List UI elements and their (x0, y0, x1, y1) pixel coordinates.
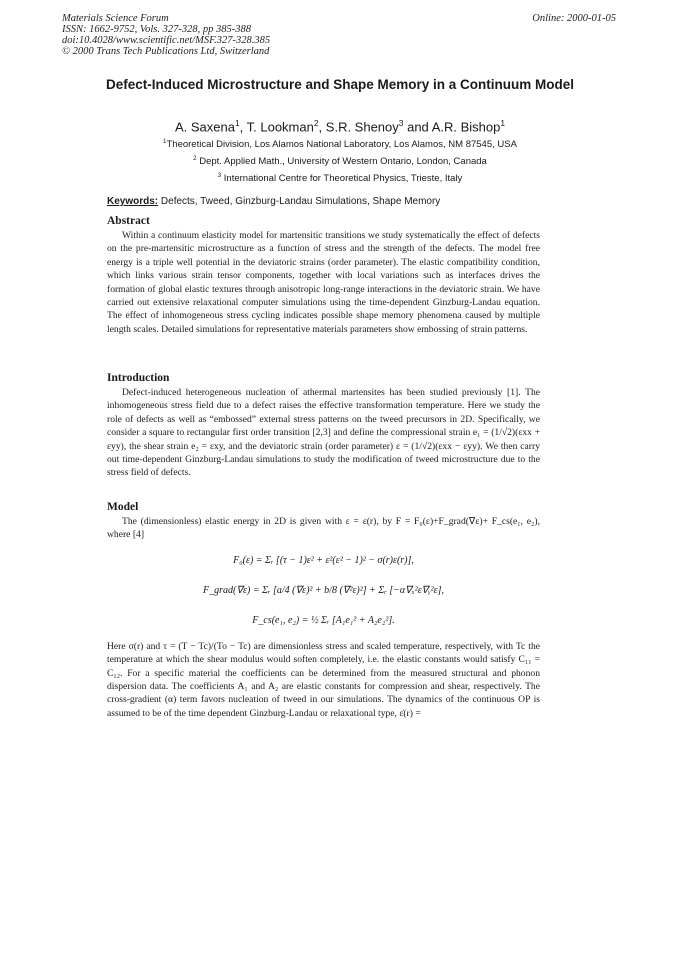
copyright-line: © 2000 Trans Tech Publications Ltd, Switzerland (62, 46, 270, 57)
affiliation-mark: 2 (193, 155, 197, 162)
author-list: A. Saxena$^1$, T. Lookman$^2$, S.R. Shenoy$^3$ and A.R. Bishop$^1$ (174, 118, 506, 135)
model-body-text: Here σ(r) and τ = (T − Tc)/(To − Tc) are dimensionless stress and scaled temperature, respectively, with Tc the temperature at which the shear modulus would soften completely, i.e. the elastic constants would satisfy C₁₁ = C₁₂. For a specific material the coefficients can be determined from the measured structural and phonon dispersion data. The coefficients A₁ and A₂ are elastic constants for compression and shear, respectively. The cross-gradient (α) term favors nucleation of tweed in our simulations. The dynamics of the continuous OP is assumed to be of the time dependent Ginzburg-Landau or relaxational type, ε̇(r) = (107, 640, 540, 719)
section-heading: Model (107, 501, 139, 513)
affiliation (60, 172, 620, 184)
abstract-section (107, 214, 540, 336)
equation-fgrad: F_grad(∇ε) = Σᵣ [a/4 (∇ε)² + b/8 (∇²ε)²] + Σᵣ [−α∇ₓ²ε∇ᵧ²ε], (203, 584, 444, 596)
author-name: S.R. Shenoy (325, 119, 399, 135)
introduction-text: Defect-induced heterogeneous nucleation of athermal martensites has been studied previously [1]. The inhomogeneous stress field due to a defect raises the effective transformation temperature. Here we study the role of defects as well as “embossed” external stress patterns on the tweed precursors in 2D. Specifically, we consider a square to rectangular first order transition [2,3] and define the compressional strain e₁ = (1/√2)(εxx + εyy), the shear strain e₂ = εxy, and the deviatoric strain (order parameter) ε = (1/√2)(εxx − εyy). We then carry out time-dependent Ginzburg-Landau simulations to study the modification of tweed microstructure due to the stress field of defects. (107, 387, 540, 479)
online-date: Online: 2000-01-05 (532, 13, 616, 24)
affiliation-mark: 3 (217, 172, 222, 179)
abstract-text: Within a continuum elasticity model for martensitic transitions we study systematically the effect of defects on the pre-martensitic microstructure as a function of stress and the strength of the defects. The model free energy is a triple well potential in the deviatoric strains (order parameter). The elastic compatibility condition, which links various strain tensor components, together with local variations such as interfaces drives the formation of global elastic textures through anisotropic long-range interactions in the deviatoric strain. We have carried out extensive relaxational computer simulations using the time-dependent Ginzburg-Landau equation. The effect of inhomogeneous stress cycling indicates possible shape memory phenomena caused by multiple length scales. Detailed simulations for representative materials parameters show embossing of strain patterns. (107, 230, 540, 335)
paper-title: Defect-Induced Microstructure and Shape Memory in a Continuum Model (105, 77, 575, 92)
affiliation-text: Dept. Applied Math., University of Western Ontario, London, Canada (199, 156, 487, 168)
model-intro-text: The (dimensionless) elastic energy in 2D is given with ε = ε(r), by F = F₀(ε)+F_grad(∇ε)+ F_cs(e₁, e₂), where [4] (107, 516, 540, 541)
section-heading: Introduction (107, 372, 170, 384)
affiliation-mark: 1 (163, 138, 167, 145)
keywords-label: Keywords: (107, 196, 159, 207)
model-section (107, 500, 540, 720)
journal-name: Materials Science Forum (62, 13, 169, 24)
author-affil-mark: 1 (500, 118, 506, 128)
affiliation-text: Theoretical Division, Los Alamos National Laboratory, Los Alamos, NM 87545, USA (166, 139, 517, 151)
doi-line: doi:10.4028/www.scientific.net/MSF.327-328.385 (62, 35, 271, 46)
journal-header (62, 13, 270, 57)
affiliation (60, 155, 620, 167)
author-affil-mark: 2 (313, 118, 319, 128)
author-and: and (403, 119, 432, 135)
author-name: A.R. Bishop (431, 119, 501, 135)
author-affil-mark: 1 (234, 118, 240, 128)
equation-f0: F₀(ε) = Σᵣ [(τ − 1)ε² + ε²(ε² − 1)² − σ(r)ε(r)], (233, 554, 414, 566)
introduction-section (107, 371, 540, 480)
author-name: T. Lookman (246, 119, 314, 135)
section-heading: Abstract (107, 215, 150, 227)
equation-fcs: F_cs(e₁, e₂) = ½ Σᵣ [A₁e₁² + A₂e₂²]. (252, 614, 395, 626)
issn-line: ISSN: 1662-9752, Vols. 327-328, pp 385-388 (62, 24, 251, 35)
keywords-text: Defects, Tweed, Ginzburg-Landau Simulations, Shape Memory (160, 196, 441, 207)
affiliation (60, 138, 620, 150)
keywords-line (107, 196, 577, 207)
author-affil-mark: 3 (398, 118, 404, 128)
author-name: A. Saxena (174, 119, 235, 135)
affiliation-text: International Centre for Theoretical Physics, Trieste, Italy (223, 173, 463, 185)
